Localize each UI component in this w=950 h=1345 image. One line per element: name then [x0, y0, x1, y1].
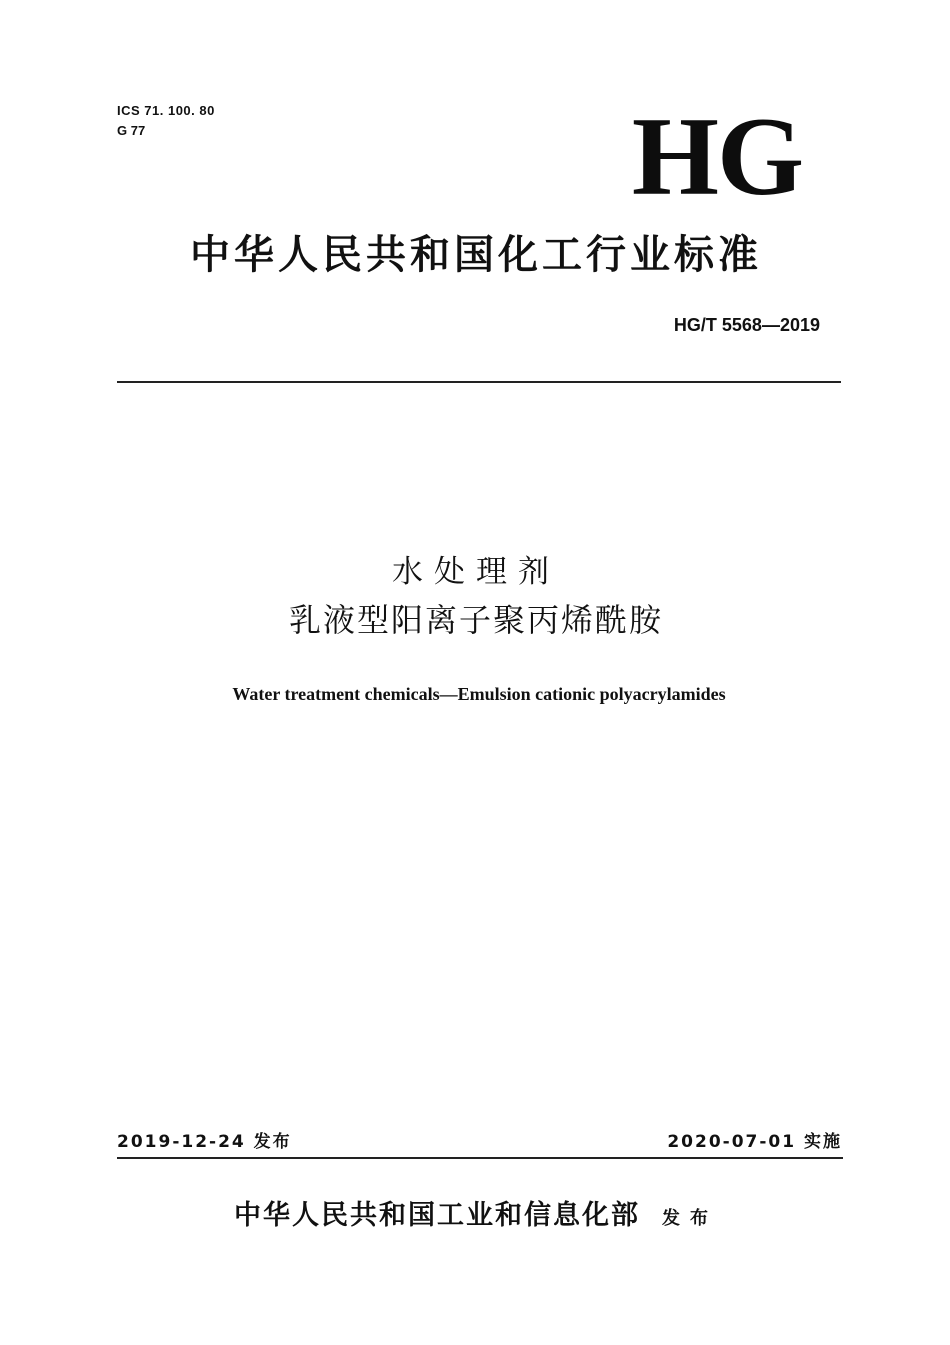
publisher-name: 中华人民共和国工业和信息化部: [234, 1200, 640, 1231]
ics-code: ICS 71. 100. 80: [117, 103, 215, 118]
issue-date: 2019-12-24 发布: [117, 1132, 292, 1152]
standard-number: HG/T 5568—2019: [673, 315, 820, 335]
document-title-en: Water treatment chemicals—Emulsion cationic polyacrylamides: [232, 684, 726, 704]
classification-code: G 77: [117, 123, 146, 138]
implementation-date: 2020-07-01 实施: [667, 1132, 842, 1152]
top-divider: [117, 381, 841, 383]
document-title-zh-line2: 乳液型阳离子聚丙烯酰胺: [288, 601, 663, 639]
hg-logo: HG: [631, 95, 803, 219]
publish-label: 发布: [662, 1208, 718, 1229]
bottom-divider: [117, 1157, 843, 1159]
publisher-line: [100, 1196, 852, 1239]
document-title-zh-line1: 水处理剂: [392, 554, 560, 590]
standard-title: 中华人民共和国化工行业标准: [190, 232, 762, 278]
